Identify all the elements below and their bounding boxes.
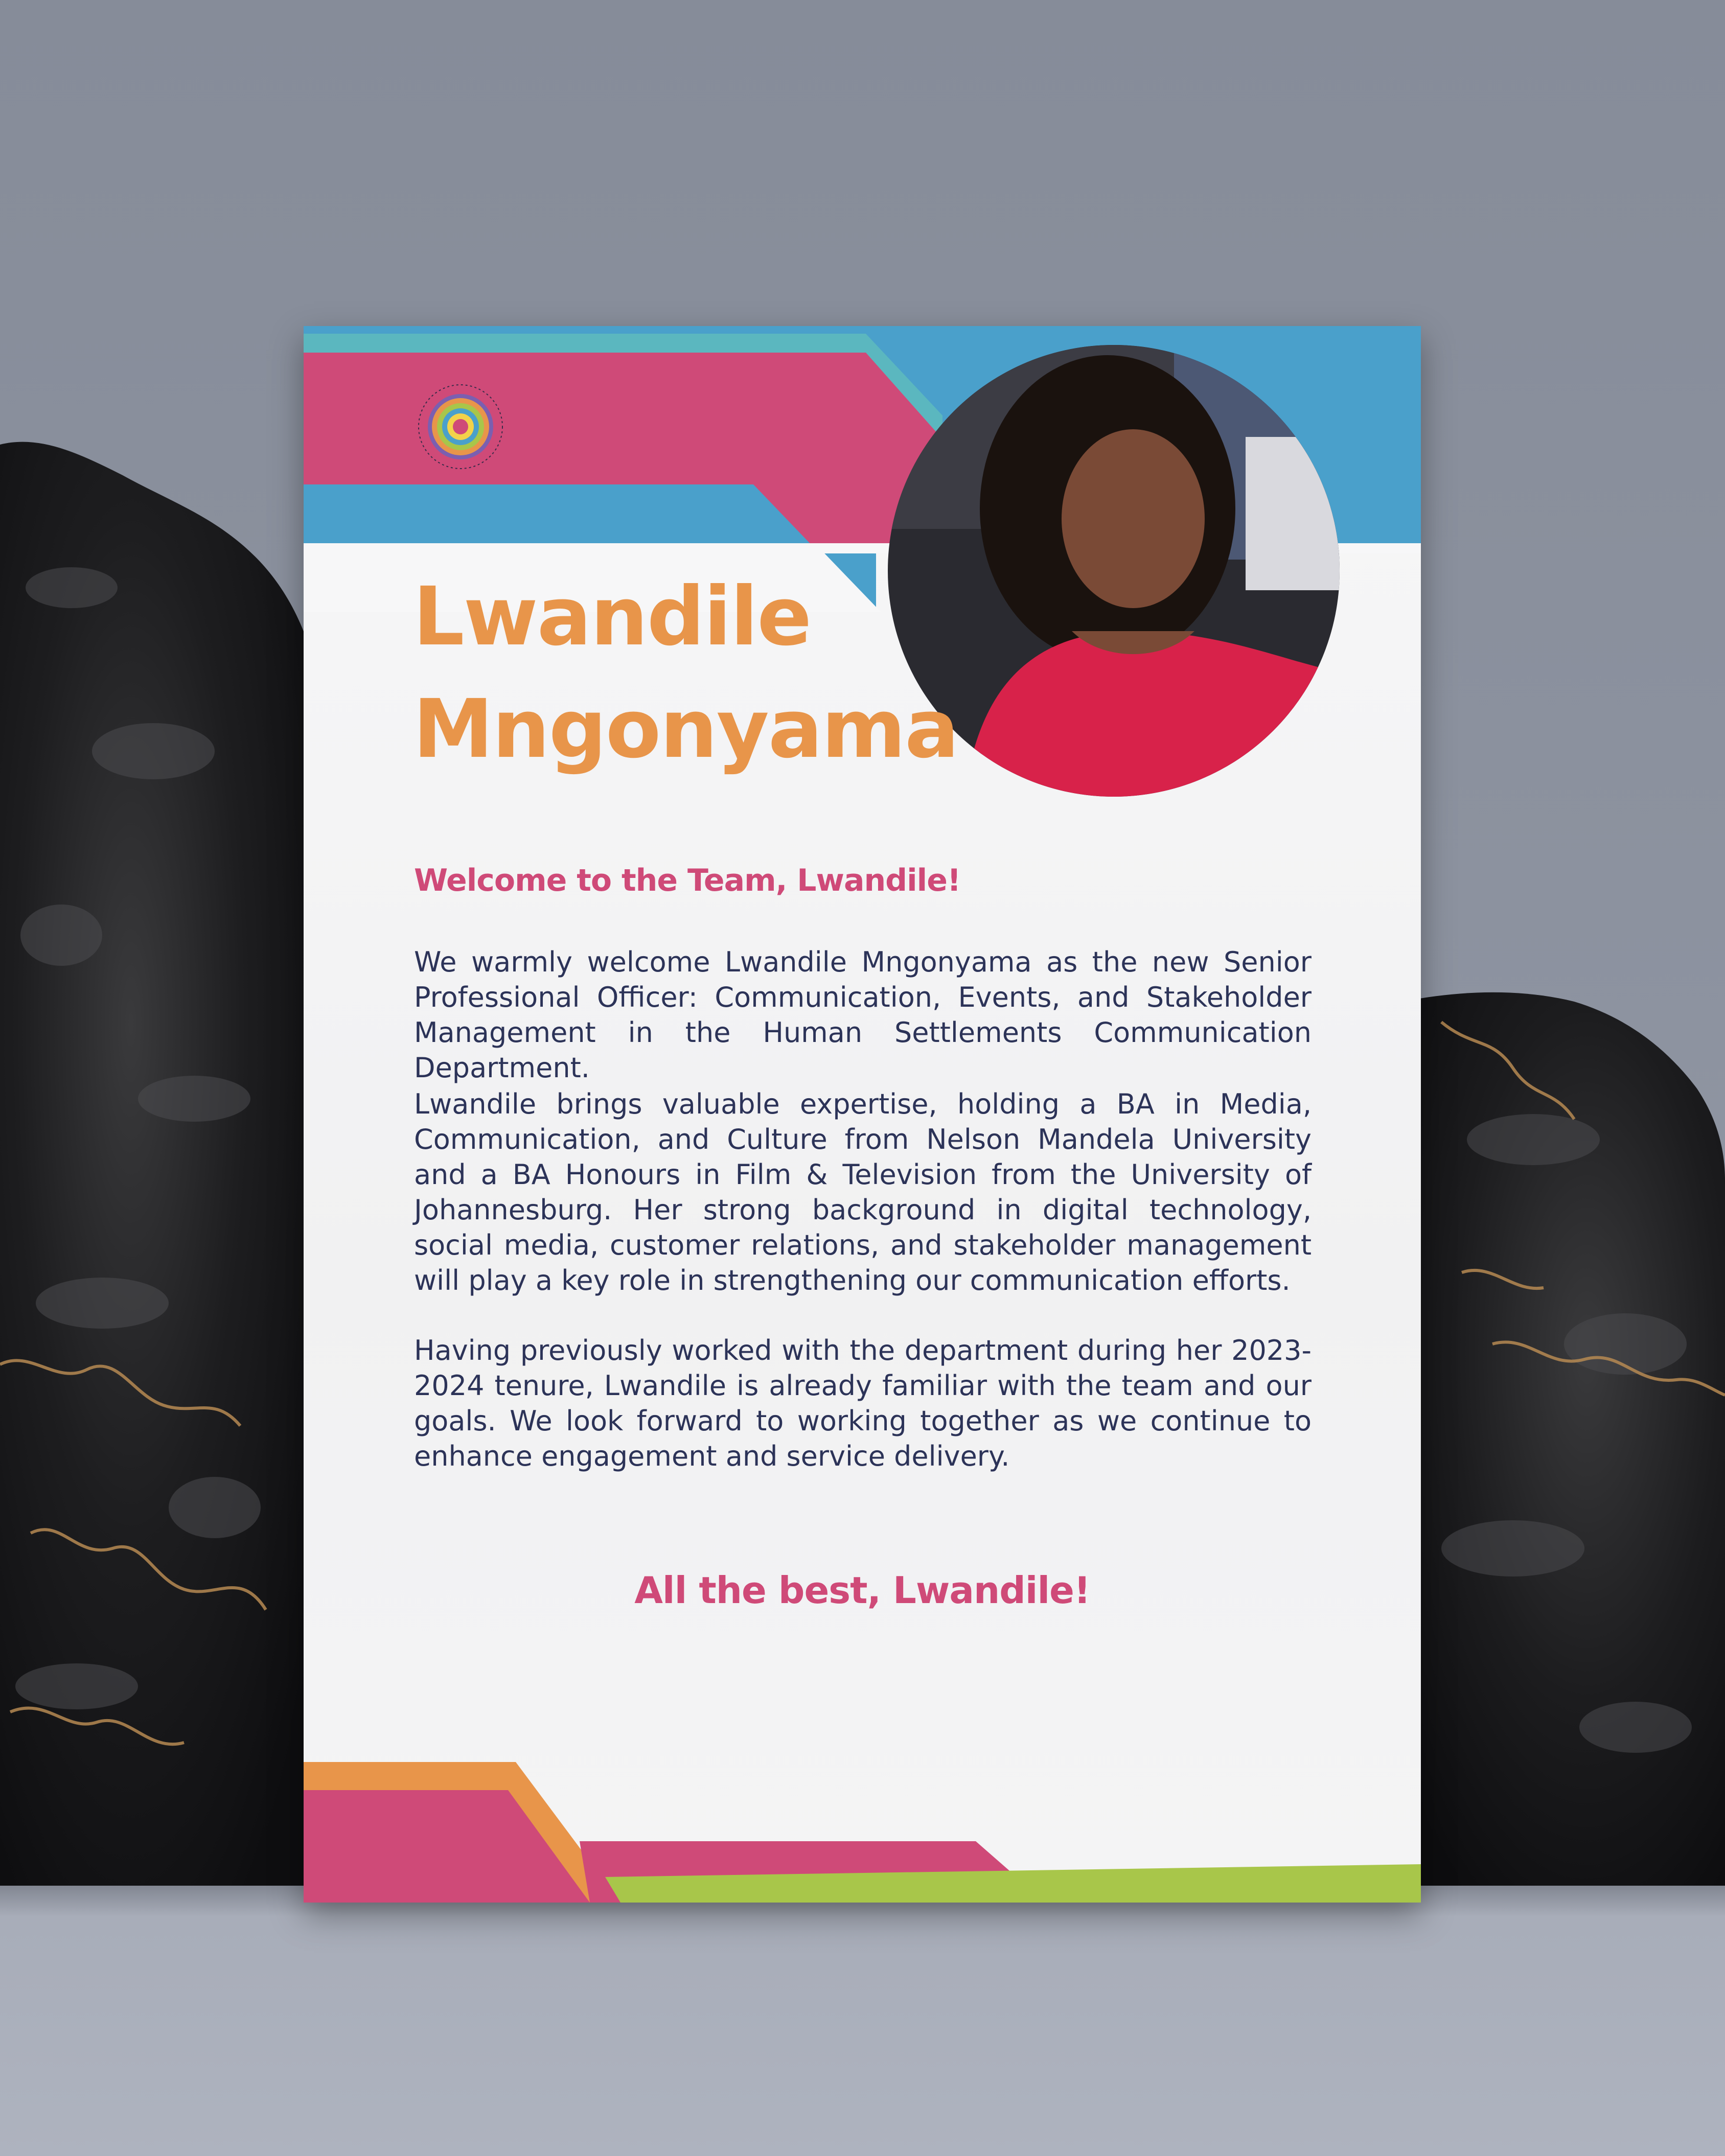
person-first-name: Lwandile xyxy=(413,570,811,664)
paragraph-experience: Having previously worked with the department during her 2023-2024 tenure, Lwandile is already familiar with the team and our goals. We look forward to working together as we continue to enhance engagement and service delivery. xyxy=(414,1334,1312,1472)
person-last-name: Mngonyama xyxy=(413,682,958,776)
paragraph-background: Lwandile brings valuable expertise, holding a BA in Media, Communication, and Culture from Nelson Mandela University and a BA Honours in Film & Television from the University of Johannesburg. Her strong background in digital technology, social media, customer relations, and stakeholder management will play a key role in strengthening our communication efforts. xyxy=(414,1088,1312,1296)
paragraph-intro: We warmly welcome Lwandile Mngonyama as the new Senior Professional Officer: Communication, Events, and Stakeholder Management in the Human Settlements Communication Department. xyxy=(414,946,1312,1084)
right-marble-stone xyxy=(1380,986,1725,1896)
welcome-heading: Welcome to the Team, Lwandile! xyxy=(414,863,961,898)
floor xyxy=(0,1886,1725,2156)
closing-message: All the best, Lwandile! xyxy=(634,1569,1090,1612)
welcome-flyer xyxy=(304,326,1421,1903)
city-seal-icon xyxy=(409,376,512,478)
